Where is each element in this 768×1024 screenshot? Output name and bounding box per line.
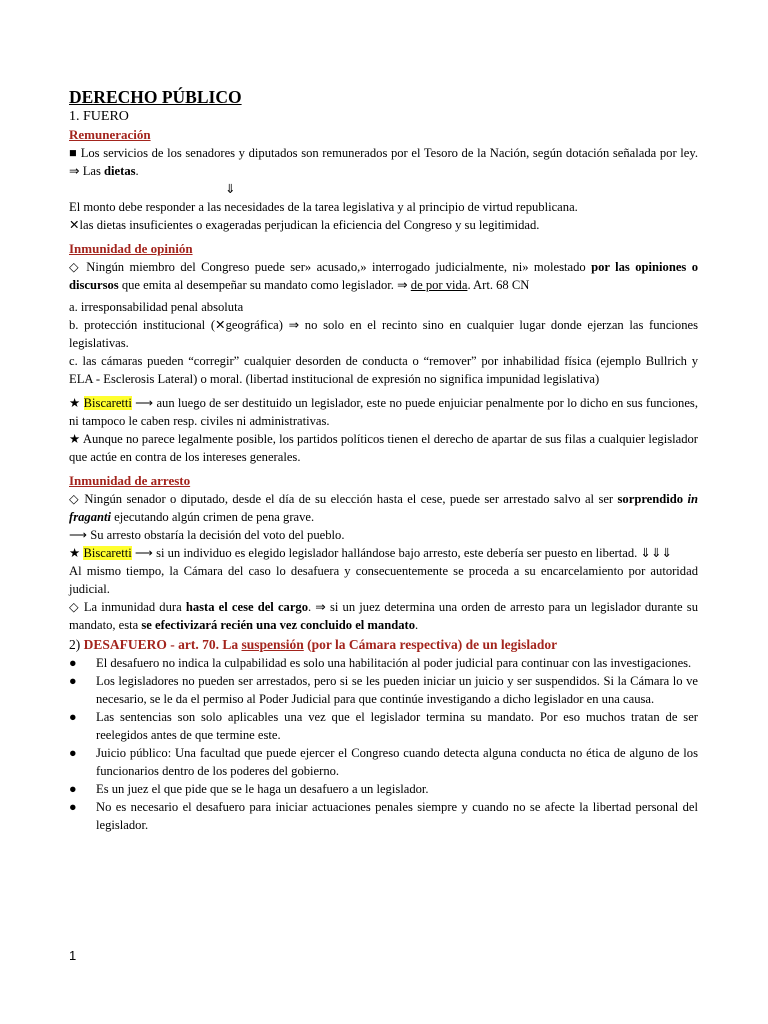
- list-item: ● Es un juez el que pide que se le haga un desafuero a un legislador.: [69, 782, 429, 796]
- remuneracion-dietas-note: ✕las dietas insuficientes o exageradas perjudican la eficiencia del Congreso y su legitimidad.: [69, 218, 540, 232]
- opinion-item-b: b. protección institucional (✕geográfica) ⇒ no solo en el recinto sino en cualquier lugar donde ejerzan las funciones legislativas.: [69, 318, 698, 350]
- list-item: ● Los legisladores no pueden ser arrestados, pero si se les pueden iniciar un juicio y ser suspendidos. Si la Cámara lo ve necesario, se le da el permiso al Poder Judicial para que continúe investigando a dicho legislador en una causa.: [69, 674, 698, 706]
- opinion-biscaretti-note: ★ Biscaretti ⟶ aun luego de ser destituido un legislador, este no puede enjuiciar penalmente por lo dicho en sus funciones, ni tampoco le caben resp. civiles ni administrativas.: [69, 396, 698, 428]
- list-item: ● El desafuero no indica la culpabilidad es solo una habilitación al poder judicial para continuar con las investigaciones.: [69, 656, 692, 670]
- arresto-camara-note: Al mismo tiempo, la Cámara del caso lo desafuera y consecuentemente se proceda a su encarcelamiento por autoridad judicial.: [69, 564, 698, 596]
- desafuero-list: [69, 654, 698, 834]
- section-fuero-heading: 1. FUERO: [69, 109, 129, 124]
- opinion-item-c: c. las cámaras pueden “corregir” cualquier desorden de conducta o “remover” por inhabilidad física (ejemplo Bullrich y ELA - Esclerosis Lateral) o moral. (libertad institucional de expresión no significa impunidad legislativa): [69, 354, 698, 386]
- opinion-partidos-note: ★ Aunque no parece legalmente posible, los partidos políticos tienen el derecho de apartar de sus filas a cualquier legislador que actúe en contra de los intereses generales.: [69, 432, 698, 464]
- remuneracion-heading: Remuneración: [69, 127, 151, 142]
- arresto-duracion-note: ◇ La inmunidad dura hasta el cese del cargo. ⇒ si un juez determina una orden de arresto para un legislador durante su mandato, esta se efectivizará recién una vez concluido el mandato.: [69, 600, 698, 632]
- bullet-icon: ●: [69, 782, 77, 796]
- bullet-icon: ●: [69, 800, 77, 814]
- bullet-icon: ●: [69, 674, 77, 688]
- down-arrow-icon: ⇓: [225, 182, 236, 196]
- bullet-icon: ●: [69, 710, 77, 724]
- page-number: 1: [69, 948, 77, 963]
- document-title: DERECHO PÚBLICO: [69, 87, 242, 107]
- opinion-heading: Inmunidad de opinión: [69, 241, 193, 256]
- bullet-icon: ●: [69, 746, 77, 760]
- arresto-voto-note: ⟶ Su arresto obstaría la decisión del voto del pueblo.: [69, 528, 345, 542]
- remuneracion-monto: El monto debe responder a las necesidades de la tarea legislativa y al principio de virtud republicana.: [69, 200, 578, 214]
- document-page: [69, 86, 698, 834]
- bullet-icon: ●: [69, 656, 77, 670]
- remuneracion-paragraph: ■ Los servicios de los senadores y diputados son remunerados por el Tesoro de la Nación, según dotación señalada por ley. ⇒ Las dietas.: [69, 146, 698, 178]
- opinion-paragraph: ◇ Ningún miembro del Congreso puede ser» acusado,» interrogado judicialmente, ni» molestado por las opiniones o discursos que emita al desempeñar su mandato como legislador. ⇒ de por vida. Art. 68 CN: [69, 260, 698, 292]
- list-item: ● Las sentencias son solo aplicables una vez que el legislador termina su mandato. Por eso muchos tratan de ser reelegidos antes de que termine este.: [69, 710, 698, 742]
- list-item: ● Juicio público: Una facultad que puede ejercer el Congreso cuando detecta alguna conducta no ética de alguno de los funcionarios dentro de los poderes del gobierno.: [69, 746, 698, 778]
- arresto-paragraph: ◇ Ningún senador o diputado, desde el día de su elección hasta el cese, puede ser arrestado salvo al ser sorprendido in fraganti ejecutando algún crimen de pena grave.: [69, 492, 698, 524]
- desafuero-heading: 2) DESAFUERO - art. 70. La suspensión (por la Cámara respectiva) de un legislador: [69, 637, 558, 652]
- opinion-item-a: a. irresponsabilidad penal absoluta: [69, 300, 244, 314]
- arresto-heading: Inmunidad de arresto: [69, 473, 191, 488]
- arresto-biscaretti-note: ★ Biscaretti ⟶ si un individuo es elegido legislador hallándose bajo arresto, este debería ser puesto en libertad. ⇓⇓⇓: [69, 546, 673, 560]
- list-item: ● No es necesario el desafuero para iniciar actuaciones penales siempre y cuando no se afecte la libertad personal del legislador.: [69, 800, 698, 832]
